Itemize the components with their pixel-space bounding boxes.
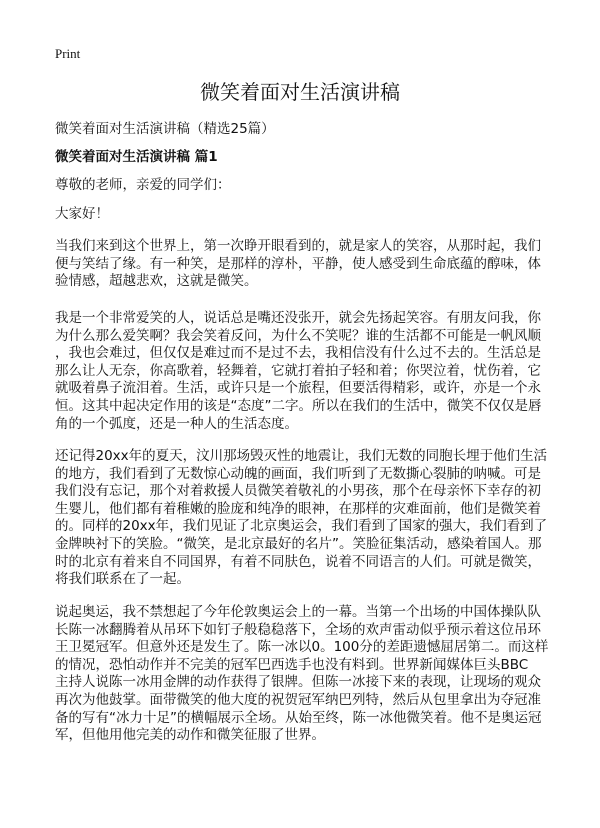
paragraph-line: 的地方，我们看到了无数惊心动魄的画面，我们听到了无数撕心裂肺的呐喊。可是	[55, 465, 541, 482]
paragraph-line: 金牌映衬下的笑脸。“微笑，是北京最好的名片”。笑脸征集活动，感染着国人。那	[55, 535, 542, 552]
paragraph-line: 为什么那么爱笑啊？我会笑着反问，为什么不笑呢？谁的生活都不可能是一帆风顺	[55, 327, 541, 344]
paragraph-line: 长陈一冰翻腾着从吊环下如钉子般稳稳落下，全场的欢声雷动似乎预示着这位吊环	[55, 621, 541, 638]
document-subtitle: 微笑着面对生活演讲稿（精选25篇）	[55, 121, 275, 137]
hello-line: 大家好！	[55, 206, 109, 222]
paragraph-line: 我是一个非常爱笑的人，说话总是嘴还没张开，就会先扬起笑容。有朋友问我，你	[55, 310, 541, 326]
paragraph-line: 主持人说陈一冰用金牌的动作获得了银牌。但陈一冰接下来的表现，让现场的观众	[55, 674, 541, 691]
paragraph-line: 将我们联系在了一起。	[55, 571, 190, 588]
paragraph-line: 的情况，恐怕动作并不完美的冠军巴西选手也没有料到。世界新闻媒体巨头BBC	[55, 656, 529, 673]
paragraph-line: 军，但他用他完美的动作和微笑征服了世界。	[55, 727, 325, 744]
paragraph-line: 王卫冕冠军。但意外还是发生了。陈一冰以0。100分的差距遗憾屈居第二。而这样	[55, 639, 549, 656]
paragraph-line: 当我们来到这个世界上，第一次睁开眼看到的，就是家人的笑容，从那时起，我们	[55, 238, 541, 254]
paragraph-line: 便与笑结了缘。有一种笑，是那样的淳朴，平静，使人感受到生命底蕴的醇味，体	[55, 255, 541, 272]
paragraph-line: 再次为他鼓掌。面带微笑的他大度的祝贺冠军纳巴列特，然后从包里拿出为夺冠准	[55, 691, 541, 708]
paragraph-line: 时的北京有着来自不同国界，有着不同肤色，说着不同语言的人们。可就是微笑，	[55, 553, 541, 570]
paragraph	[55, 448, 550, 589]
paragraph-line: 角的一个弧度，还是一种人的生活态度。	[55, 415, 298, 432]
section-heading: 微笑着面对生活演讲稿 篇1	[55, 149, 218, 165]
paragraph	[55, 310, 550, 433]
greeting: 尊敬的老师，亲爱的同学们：	[55, 177, 231, 193]
paragraph-line: 生婴儿，他们都有着稚嫩的脸庞和纯净的眼神，在那样的灾难面前，他们是微笑着	[55, 500, 541, 517]
paragraph	[55, 604, 550, 745]
paragraph-line: 说起奥运，我不禁想起了今年伦敦奥运会上的一幕。当第一个出场的中国体操队队	[55, 604, 541, 620]
paragraph-line: ，我也会难过，但仅仅是难过而不是过不去，我相信没有什么过不去的。生活总是	[55, 345, 541, 362]
document-title: 微笑着面对生活演讲稿	[200, 80, 400, 104]
paragraph-line: 就吸着鼻子流泪着。生活，或许只是一个旅程，但要活得精彩，或许，亦是一个永	[55, 380, 541, 397]
paragraph-line: 我们没有忘记，那个对着救援人员微笑着敬礼的小男孩，那个在母亲怀下幸存的初	[55, 483, 541, 500]
paragraph-line: 恒。这其中起决定作用的该是“态度”二字。所以在我们的生活中，微笑不仅仅是唇	[55, 397, 542, 414]
paragraph	[55, 238, 550, 291]
paragraph-line: 的。同样的20xx年，我们见证了北京奥运会，我们看到了国家的强大，我们看到了	[55, 518, 548, 535]
paragraph-line: 验情感，超越悲欢，这就是微笑。	[55, 273, 258, 290]
print-link[interactable]: Print	[55, 46, 81, 61]
paragraph-line: 备的写有“冰力十足”的横幅展示全场。从始至终，陈一冰他微笑着。他不是奥运冠	[55, 709, 542, 726]
paragraph-line: 那么让人无奈，你高歌着，轻舞着，它就打着拍子轻和着；你哭泣着，忧伤着，它	[55, 362, 541, 379]
paragraph-line: 还记得20xx年的夏天，汶川那场毁灭性的地震让，我们无数的同胞长埋于他们生活	[55, 448, 548, 464]
